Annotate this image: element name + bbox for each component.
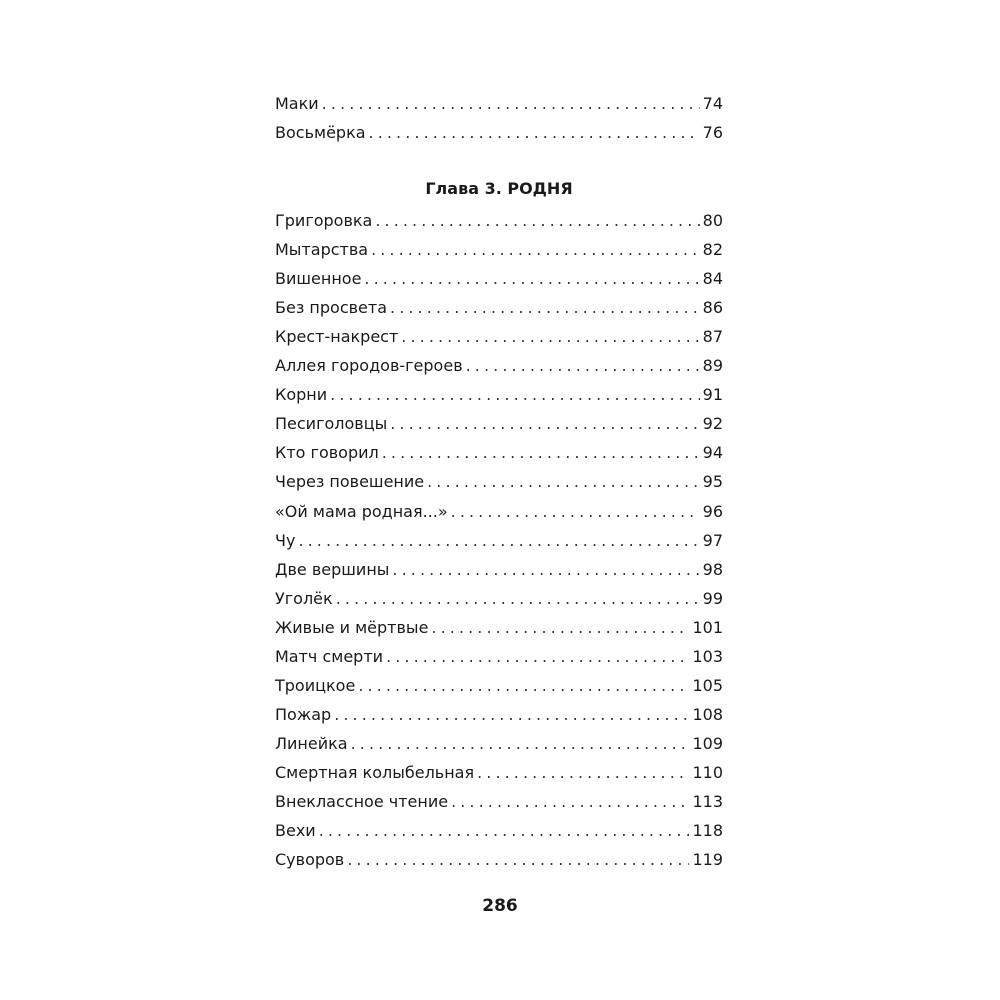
dot-leader [451,499,700,525]
dot-leader [390,295,700,321]
toc-entry [275,702,723,728]
toc-entry-page: 86 [702,298,723,317]
toc-entry-title: Без просвета [275,298,388,317]
toc-entry [275,528,723,554]
toc-entry-page: 96 [702,502,723,521]
dot-leader [358,673,689,699]
toc-entry-page: 118 [692,821,723,840]
toc-entry-page: 89 [702,356,723,375]
toc-entry [275,586,723,612]
dot-leader [427,469,700,495]
toc-entry [275,324,723,350]
dot-leader [386,644,689,670]
dot-leader [382,440,700,466]
toc-entry-page: 84 [702,269,723,288]
toc-entry-title: Аллея городов-героев [275,356,463,375]
toc-entry-title: Кто говорил [275,443,379,462]
toc-entry-title: Григоровка [275,211,373,230]
toc-entry-page: 119 [692,850,723,869]
toc-entry-page: 80 [702,211,723,230]
page-number: 286 [482,896,518,916]
toc-entry [275,557,723,583]
dot-leader [369,120,700,146]
toc-entry-title: Вехи [275,821,316,840]
toc-entry-title: Внеклассное чтение [275,792,449,811]
toc-entry-page: 94 [702,443,723,462]
dot-leader [322,91,700,117]
toc-entry [275,760,723,786]
dot-leader [466,353,700,379]
toc-entry [275,789,723,815]
toc-entry-title: Корни [275,385,328,404]
toc-entry-title: Матч смерти [275,647,384,666]
dot-leader [364,266,699,292]
toc-entry-title: Мытарства [275,240,369,259]
toc-entry-page: 74 [702,94,723,113]
toc-entry [275,818,723,844]
chapter-heading: Глава 3. РОДНЯ [425,179,573,198]
toc-entry [275,266,723,292]
toc-entry-title: Смертная колыбельная [275,763,475,782]
toc-entry [275,295,723,321]
toc-entry-page: 101 [692,618,723,637]
toc-entry [275,615,723,641]
toc-entry [275,731,723,757]
toc-entry-title: Маки [275,94,319,113]
toc-entry [275,499,723,525]
toc-entry-title: Чу [275,531,296,550]
dot-leader [298,528,699,554]
toc-entry-page: 82 [702,240,723,259]
toc-entry-page: 98 [702,560,723,579]
toc-entry-title: Уголёк [275,589,333,608]
toc-entry [275,91,723,117]
toc-entry [275,120,723,146]
toc-entry-page: 76 [702,123,723,142]
toc-entry-title: Вишенное [275,269,362,288]
toc-entry [275,673,723,699]
toc-entry-title: Восьмёрка [275,123,366,142]
toc-entry-title: Крест-накрест [275,327,399,346]
toc-entry-page: 97 [702,531,723,550]
toc-entry-title: Троицкое [275,676,356,695]
toc-entry [275,440,723,466]
toc-entry-title: Суворов [275,850,345,869]
dot-leader [334,702,689,728]
dot-leader [319,818,690,844]
toc-entry [275,644,723,670]
dot-leader [431,615,689,641]
toc-entry [275,237,723,263]
toc-entry [275,353,723,379]
toc-entry-page: 87 [702,327,723,346]
toc-entry-page: 109 [692,734,723,753]
toc-entry [275,847,723,873]
dot-leader [336,586,700,612]
toc-entry-title: «Ой мама родная...» [275,502,448,521]
toc-entry-page: 113 [692,792,723,811]
toc-entry-page: 108 [692,705,723,724]
toc-entry-page: 91 [702,385,723,404]
toc-entry-page: 99 [702,589,723,608]
dot-leader [347,847,689,873]
toc-entry-title: Через повешение [275,472,425,491]
toc-entry [275,411,723,437]
dot-leader [392,557,699,583]
dot-leader [451,789,689,815]
toc-entry-page: 103 [692,647,723,666]
toc-entry-page: 95 [702,472,723,491]
dot-leader [371,237,700,263]
toc-entry-title: Живые и мёртвые [275,618,429,637]
toc-entry [275,382,723,408]
toc-entry-page: 105 [692,676,723,695]
dot-leader [401,324,699,350]
toc-entry [275,208,723,234]
toc-entry-title: Две вершины [275,560,390,579]
dot-leader [330,382,699,408]
toc-entry-title: Пожар [275,705,332,724]
toc-entry-page: 92 [702,414,723,433]
dot-leader [477,760,689,786]
toc-entry [275,469,723,495]
toc-entry-page: 110 [692,763,723,782]
toc-entry-title: Песиголовцы [275,414,388,433]
toc-entry-title: Линейка [275,734,348,753]
dot-leader [375,208,699,234]
dot-leader [390,411,699,437]
dot-leader [351,731,690,757]
